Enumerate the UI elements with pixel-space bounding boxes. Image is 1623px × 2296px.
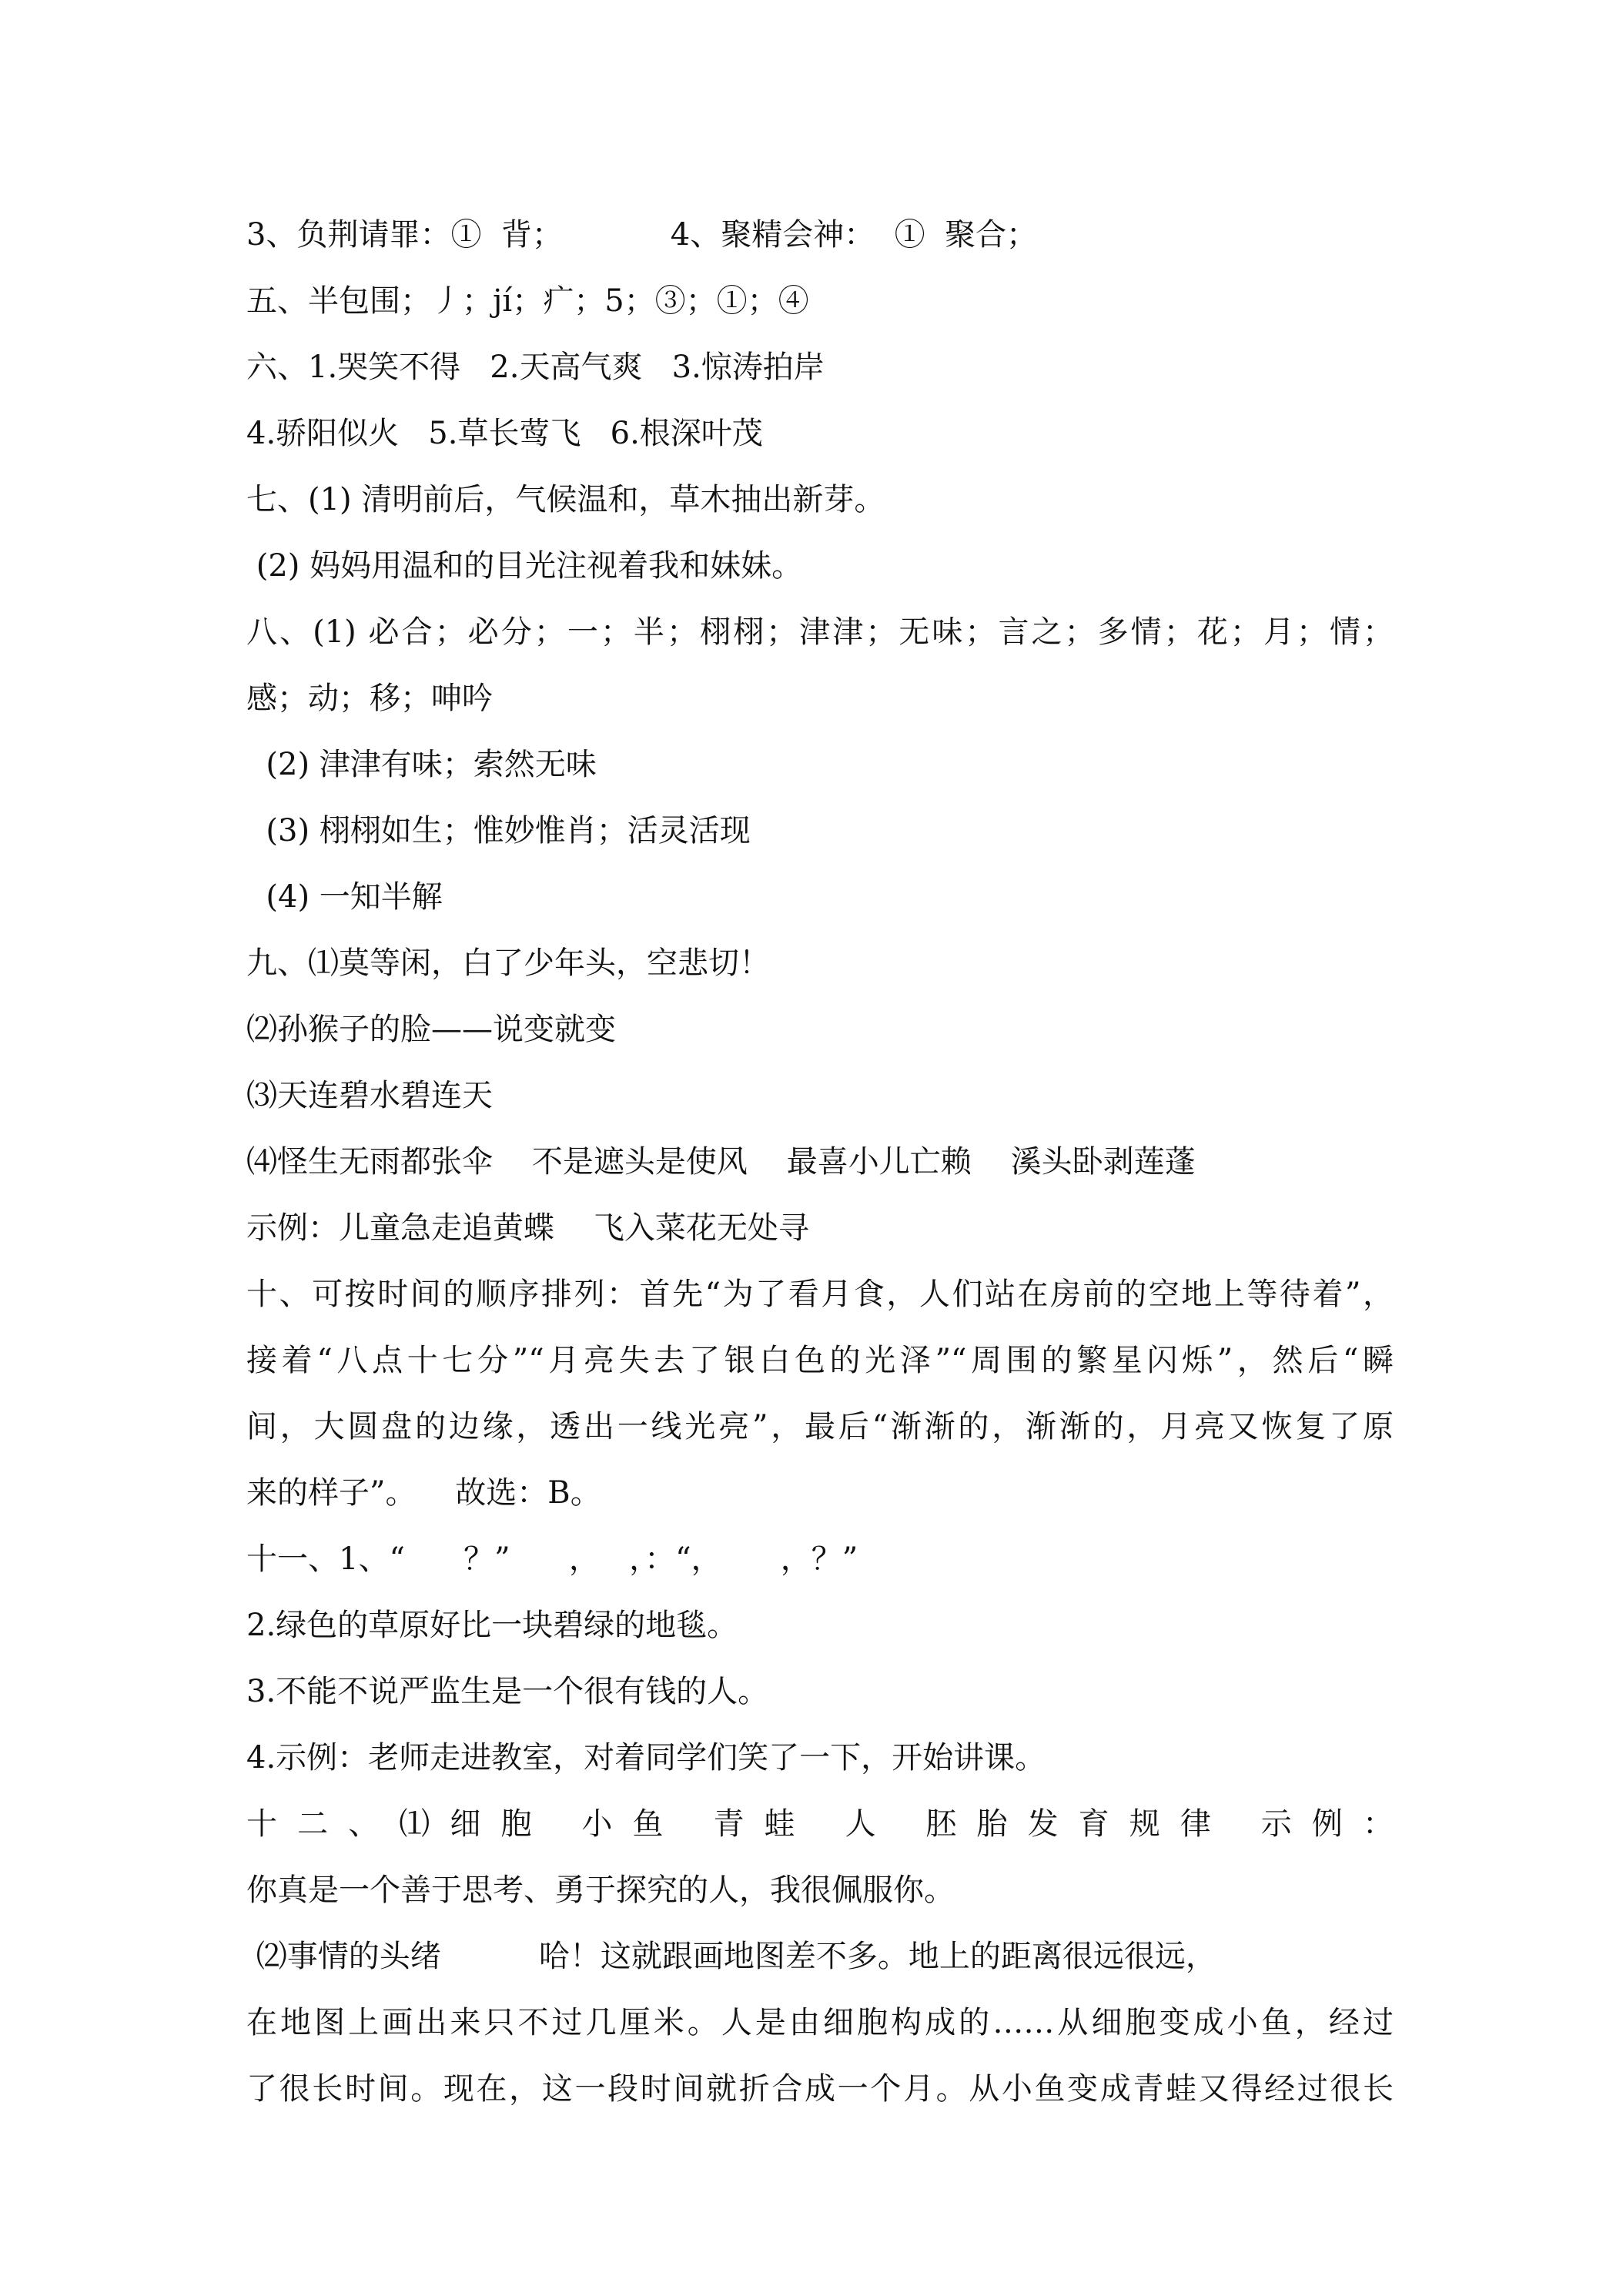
text-line: 十、可按时间的顺序排列：首先“为了看月食，人们站在房前的空地上等待着”， bbox=[246, 1277, 1394, 1312]
text-line: 七、(1) 清明前后，气候温和，草木抽出新芽。 bbox=[246, 482, 885, 517]
text-line: 4.骄阳似火 5.草长莺飞 6.根深叶茂 bbox=[246, 416, 763, 451]
text-line: 十一、1、“ ？” ， ，：“， ，？” bbox=[246, 1541, 858, 1577]
text-line: 3.不能不说严监生是一个很有钱的人。 bbox=[246, 1674, 769, 1709]
answer-text-block bbox=[246, 202, 1394, 2122]
text-line: ⑶天连碧水碧连天 bbox=[246, 1078, 493, 1113]
text-line: ⑷怪生无雨都张伞 不是遮头是使风 最喜小儿亡赖 溪头卧剥莲蓬 bbox=[246, 1144, 1196, 1180]
text-line: ⑵事情的头绪 哈！这就跟画地图差不多。地上的距离很远很远， bbox=[246, 1939, 1216, 1974]
text-line: 示例：儿童急走追黄蝶 飞入菜花无处寻 bbox=[246, 1210, 809, 1246]
text-line: (3) 栩栩如生；惟妙惟肖；活灵活现 bbox=[246, 813, 751, 848]
text-line: 在地图上画出来只不过几厘米。人是由细胞构成的……从细胞变成小鱼，经过 bbox=[246, 2005, 1394, 2040]
text-line: 六、1.哭笑不得 2.天高气爽 3.惊涛拍岸 bbox=[246, 350, 825, 385]
text-line: 九、⑴莫等闲，白了少年头，空悲切！ bbox=[246, 946, 770, 981]
text-line: (2) 津津有味；索然无味 bbox=[246, 747, 597, 782]
text-line: 接着“八点十七分”“月亮失去了银白色的光泽”“周围的繁星闪烁”，然后“瞬 bbox=[246, 1343, 1394, 1378]
text-line: ⑵孙猴子的脸——说变就变 bbox=[246, 1012, 616, 1047]
text-line: 感；动；移；呻吟 bbox=[246, 681, 493, 716]
text-line: 五、半包围；丿；jí；疒；5；③；①；④ bbox=[246, 283, 809, 319]
text-line: (2) 妈妈用温和的目光注视着我和妹妹。 bbox=[246, 548, 803, 584]
text-line: 4.示例：老师走进教室，对着同学们笑了一下，开始讲课。 bbox=[246, 1740, 1046, 1776]
text-line: 了很长时间。现在，这一段时间就折合成一个月。从小鱼变成青蛙又得经过很长 bbox=[246, 2071, 1394, 2107]
text-line: 十二、⑴细胞 小鱼 青蛙 人 胚胎发育规律 示例： bbox=[246, 1806, 1394, 1842]
text-line: (4) 一知半解 bbox=[246, 879, 443, 915]
text-line: 2.绿色的草原好比一块碧绿的地毯。 bbox=[246, 1608, 738, 1643]
text-line: 来的样子”。 故选：B。 bbox=[246, 1475, 601, 1511]
text-line: 八、(1) 必合；必分；一；半；栩栩；津津；无味；言之；多情；花；月；情； bbox=[246, 614, 1394, 650]
text-line: 3、负荆请罪：① 背； 4、聚精会神： ① 聚合； bbox=[246, 217, 1038, 253]
text-line: 间，大圆盘的边缘，透出一线光亮”，最后“渐渐的，渐渐的，月亮又恢复了原 bbox=[246, 1409, 1394, 1444]
text-line: 你真是一个善于思考、勇于探究的人，我很佩服你。 bbox=[246, 1873, 955, 1908]
